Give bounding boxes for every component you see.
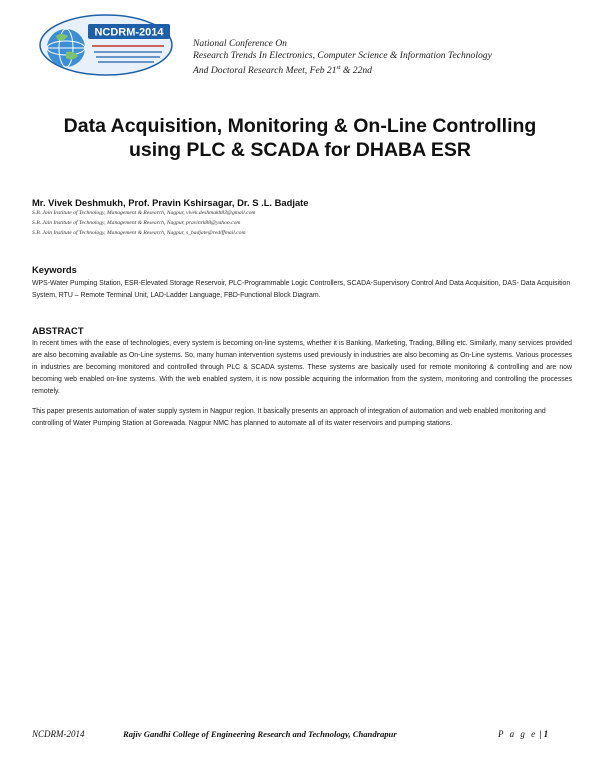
conference-line-3: And Doctoral Research Meet, Feb 21st & 22nd: [193, 65, 372, 77]
keywords-heading: Keywords: [32, 264, 77, 275]
abstract-paragraph-2: This paper presents automation of water supply system in Nagpur region. It basically presents an approach of integration of automation and web enabled monitoring and controlling of Water Pumping Station at Gorewada. Nagpur NMC has planned to automate all of its water reservoirs and pumping stations.: [32, 408, 546, 427]
footer-conference: NCDRM-2014: [32, 729, 85, 739]
affiliation-1: S.B. Jain Institute of Technology, Management & Research, Nagpur, vivek.deshmukh83@gmail.com: [32, 210, 256, 216]
conference-line-1: National Conference On: [193, 38, 287, 49]
title-line-1: Data Acquisition, Monitoring & On-Line Controlling: [63, 115, 537, 137]
footer-page-number: P a g e | 1: [498, 729, 549, 739]
conference-logo: [36, 12, 176, 78]
abstract-heading: ABSTRACT: [32, 325, 84, 336]
keywords-text: WPS-Water Pumping Station, ESR-Elevated Storage Reservoir, PLC-Programmable Logic Controllers, SCADA-Supervisory Control And Data Acquisition, DAS- Data Acquisition System, RTU – Remote Terminal Unit, LAD-Ladder Language, FBD-Functional Block Diagram.: [32, 280, 571, 299]
conference-header: [193, 38, 583, 78]
abstract-paragraph-1: In recent times with the ease of technologies, every system is becoming on-line systems, whether it is Banking, Marketing, Trading, Billing etc. Similarly, many services provided are also becoming available as On-Line systems. So, many human intervention systems used previously in industries are also becoming as On-Line systems. Various processes in industries are becoming monitored and controlled through PLC & SCADA systems. These systems are basically used for remote monitoring & controlling and are now becoming web enabled on-line systems. With the web enabled system, it is now possible acquiring the information from the system, monitoring and controlling the processes remotely.: [32, 340, 572, 395]
logo-text: NCDRM-2014: [94, 26, 164, 39]
affiliation-2: S.B. Jain Institute of Technology, Management & Research, Nagpur, pravinrk88@yahoo.com: [32, 220, 241, 226]
author-list: Mr. Vivek Deshmukh, Prof. Pravin Kshirsagar, Dr. S .L. Badjate: [32, 197, 309, 208]
affiliation-3: S.B. Jain Institute of Technology, Management & Research, Nagpur, s_badjate@rediffmail.com: [32, 230, 246, 236]
footer-college: Rajiv Gandhi College of Engineering Research and Technology, Chandrapur: [123, 729, 397, 739]
title-line-2: using PLC & SCADA for DHABA ESR: [129, 139, 471, 161]
paper-title: [0, 114, 600, 162]
conference-line-2: Research Trends In Electronics, Computer Science & Information Technology: [193, 50, 492, 62]
